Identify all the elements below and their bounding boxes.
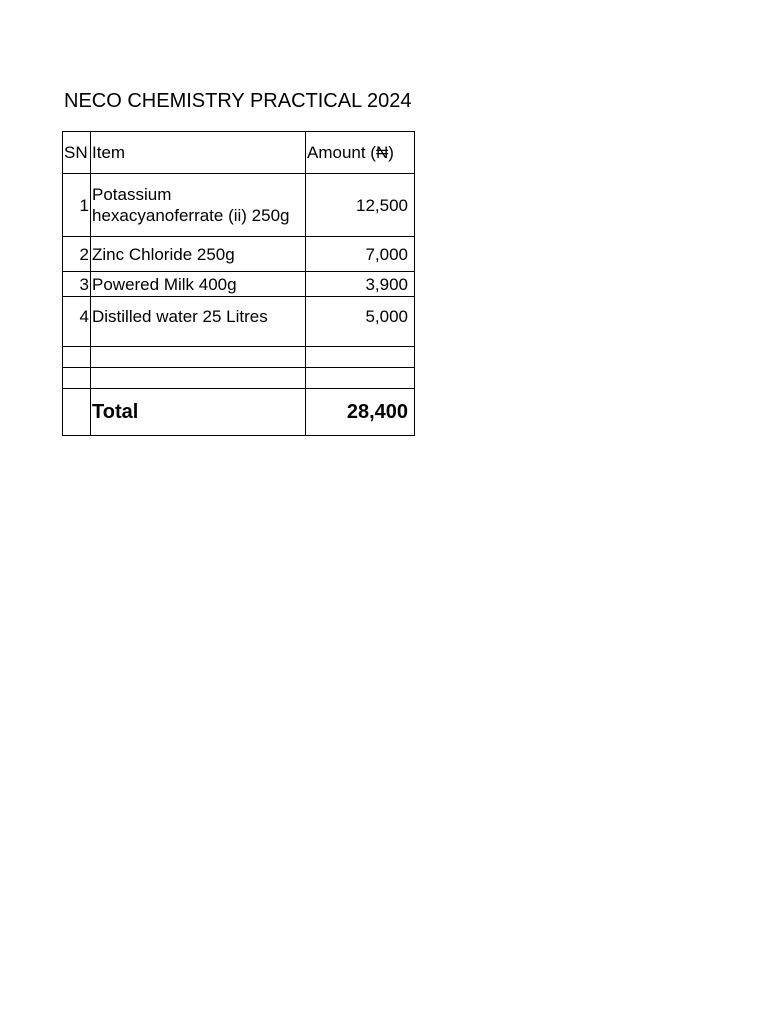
empty-cell	[63, 368, 91, 389]
table-header-row	[63, 132, 415, 174]
empty-cell	[63, 389, 91, 436]
table-row	[63, 237, 415, 272]
table-row	[63, 174, 415, 237]
empty-cell	[306, 347, 415, 368]
document-title: NECO CHEMISTRY PRACTICAL 2024	[64, 90, 412, 112]
cell-amount: 5,000	[306, 297, 415, 347]
total-amount: 28,400	[306, 389, 415, 436]
empty-row	[63, 368, 415, 389]
total-label: Total	[91, 389, 306, 436]
cell-item: Powered Milk 400g	[91, 272, 306, 297]
price-table	[62, 131, 415, 436]
table-row	[63, 297, 415, 347]
header-amount: Amount (₦)	[306, 132, 415, 174]
cell-amount: 12,500	[306, 174, 415, 237]
empty-cell	[306, 368, 415, 389]
cell-sn: 1	[63, 174, 91, 237]
empty-cell	[91, 368, 306, 389]
empty-cell	[63, 347, 91, 368]
cell-amount: 3,900	[306, 272, 415, 297]
cell-item-line: Potassium	[92, 185, 172, 204]
header-item: Item	[91, 132, 306, 174]
cell-item: Zinc Chloride 250g	[91, 237, 306, 272]
empty-cell	[91, 347, 306, 368]
cell-item	[91, 174, 306, 237]
total-row	[63, 389, 415, 436]
empty-row	[63, 347, 415, 368]
cell-amount: 7,000	[306, 237, 415, 272]
cell-item: Distilled water 25 Litres	[91, 297, 306, 347]
cell-item-line: hexacyanoferrate (ii) 250g	[92, 206, 290, 225]
cell-sn: 3	[63, 272, 91, 297]
header-sn: SN	[63, 132, 91, 174]
cell-sn: 2	[63, 237, 91, 272]
table-row	[63, 272, 415, 297]
cell-sn: 4	[63, 297, 91, 347]
